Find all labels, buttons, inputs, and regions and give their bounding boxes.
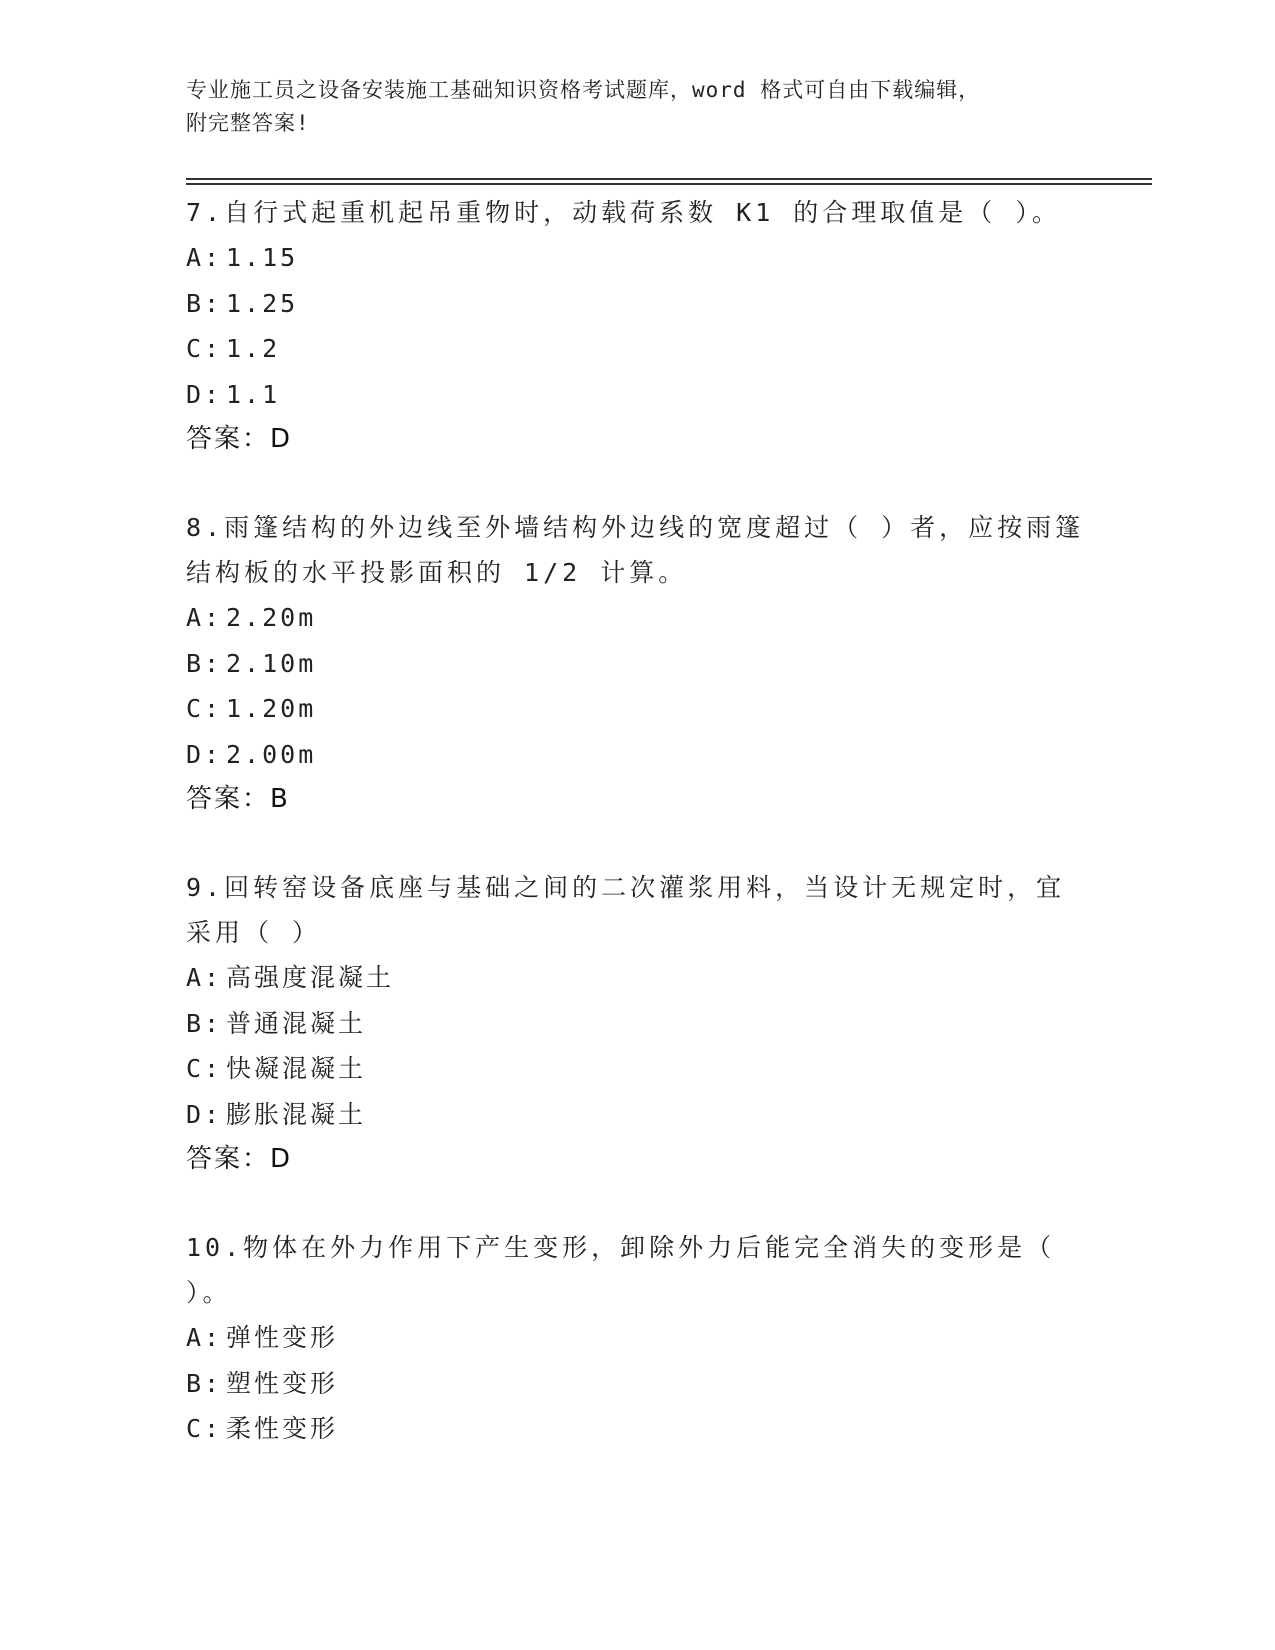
option-key: D:: [186, 739, 223, 769]
question-7: [186, 190, 1086, 462]
option-text: 普通混凝土: [226, 1008, 367, 1038]
header-divider-top: [186, 178, 1152, 180]
option-c: [186, 1406, 1086, 1452]
option-key: C:: [186, 694, 223, 723]
option-key: C:: [186, 1054, 223, 1083]
option-d: [186, 732, 1086, 778]
option-text: 膨胀混凝土: [226, 1099, 367, 1129]
option-a: [186, 1315, 1086, 1361]
option-text: 快凝混凝土: [226, 1054, 367, 1083]
option-key: D:: [186, 379, 223, 409]
question-10: [186, 1225, 1086, 1452]
option-key: B:: [186, 1008, 223, 1038]
option-b: [186, 1361, 1086, 1407]
question-stem: 9.回转窑设备底座与基础之间的二次灌浆用料，当设计无规定时，宜采用（ ）: [186, 873, 1066, 947]
option-text: 1.2: [226, 334, 281, 363]
option-text: 柔性变形: [226, 1414, 339, 1443]
answer-line: 答案：D: [186, 424, 293, 454]
question-stem: 8.雨篷结构的外边线至外墙结构外边线的宽度超过（ ）者，应按雨篷结构板的水平投影面积的 1/2 计算。: [186, 513, 1085, 587]
option-key: A:: [186, 1323, 223, 1352]
answer-line: 答案：D: [186, 1144, 293, 1174]
question-stem: 7.自行式起重机起吊重物时，动载荷系数 K1 的合理取值是（ ）。: [186, 198, 1061, 227]
option-key: A:: [186, 963, 223, 992]
option-a: [186, 595, 1086, 641]
option-c: [186, 1046, 1086, 1092]
option-key: B:: [186, 648, 223, 678]
answer-line: 答案：B: [186, 784, 290, 814]
option-text: 2.00m: [226, 739, 317, 769]
question-list: [186, 190, 1086, 1495]
option-key: B:: [186, 288, 223, 318]
option-key: B:: [186, 1368, 223, 1398]
option-d: [186, 372, 1086, 418]
option-text: 1.20m: [226, 694, 317, 723]
option-text: 高强度混凝土: [226, 963, 395, 992]
header-line-1: 专业施工员之设备安装施工基础知识资格考试题库，word 格式可自由下载编辑，: [186, 78, 981, 102]
option-key: C:: [186, 334, 223, 363]
option-text: 1.1: [226, 379, 281, 409]
question-8: [186, 505, 1086, 822]
header-divider-bottom: [186, 183, 1152, 185]
option-a: [186, 955, 1086, 1001]
option-text: 弹性变形: [226, 1323, 339, 1352]
option-b: [186, 641, 1086, 687]
question-stem: 10.物体在外力作用下产生变形，卸除外力后能完全消失的变形是（ ）。: [186, 1233, 1056, 1307]
option-key: D:: [186, 1099, 223, 1129]
option-key: A:: [186, 603, 223, 632]
option-b: [186, 281, 1086, 327]
question-9: [186, 865, 1086, 1182]
option-a: [186, 235, 1086, 281]
header-line-2: 附完整答案!: [186, 111, 310, 135]
document-header: [186, 74, 1086, 140]
option-c: [186, 326, 1086, 372]
option-text: 塑性变形: [226, 1368, 339, 1398]
option-d: [186, 1092, 1086, 1138]
option-c: [186, 686, 1086, 732]
option-text: 2.10m: [226, 648, 317, 678]
option-key: C:: [186, 1414, 223, 1443]
option-text: 1.15: [226, 243, 299, 272]
option-text: 1.25: [226, 288, 299, 318]
option-b: [186, 1001, 1086, 1047]
option-key: A:: [186, 243, 223, 272]
option-text: 2.20m: [226, 603, 317, 632]
